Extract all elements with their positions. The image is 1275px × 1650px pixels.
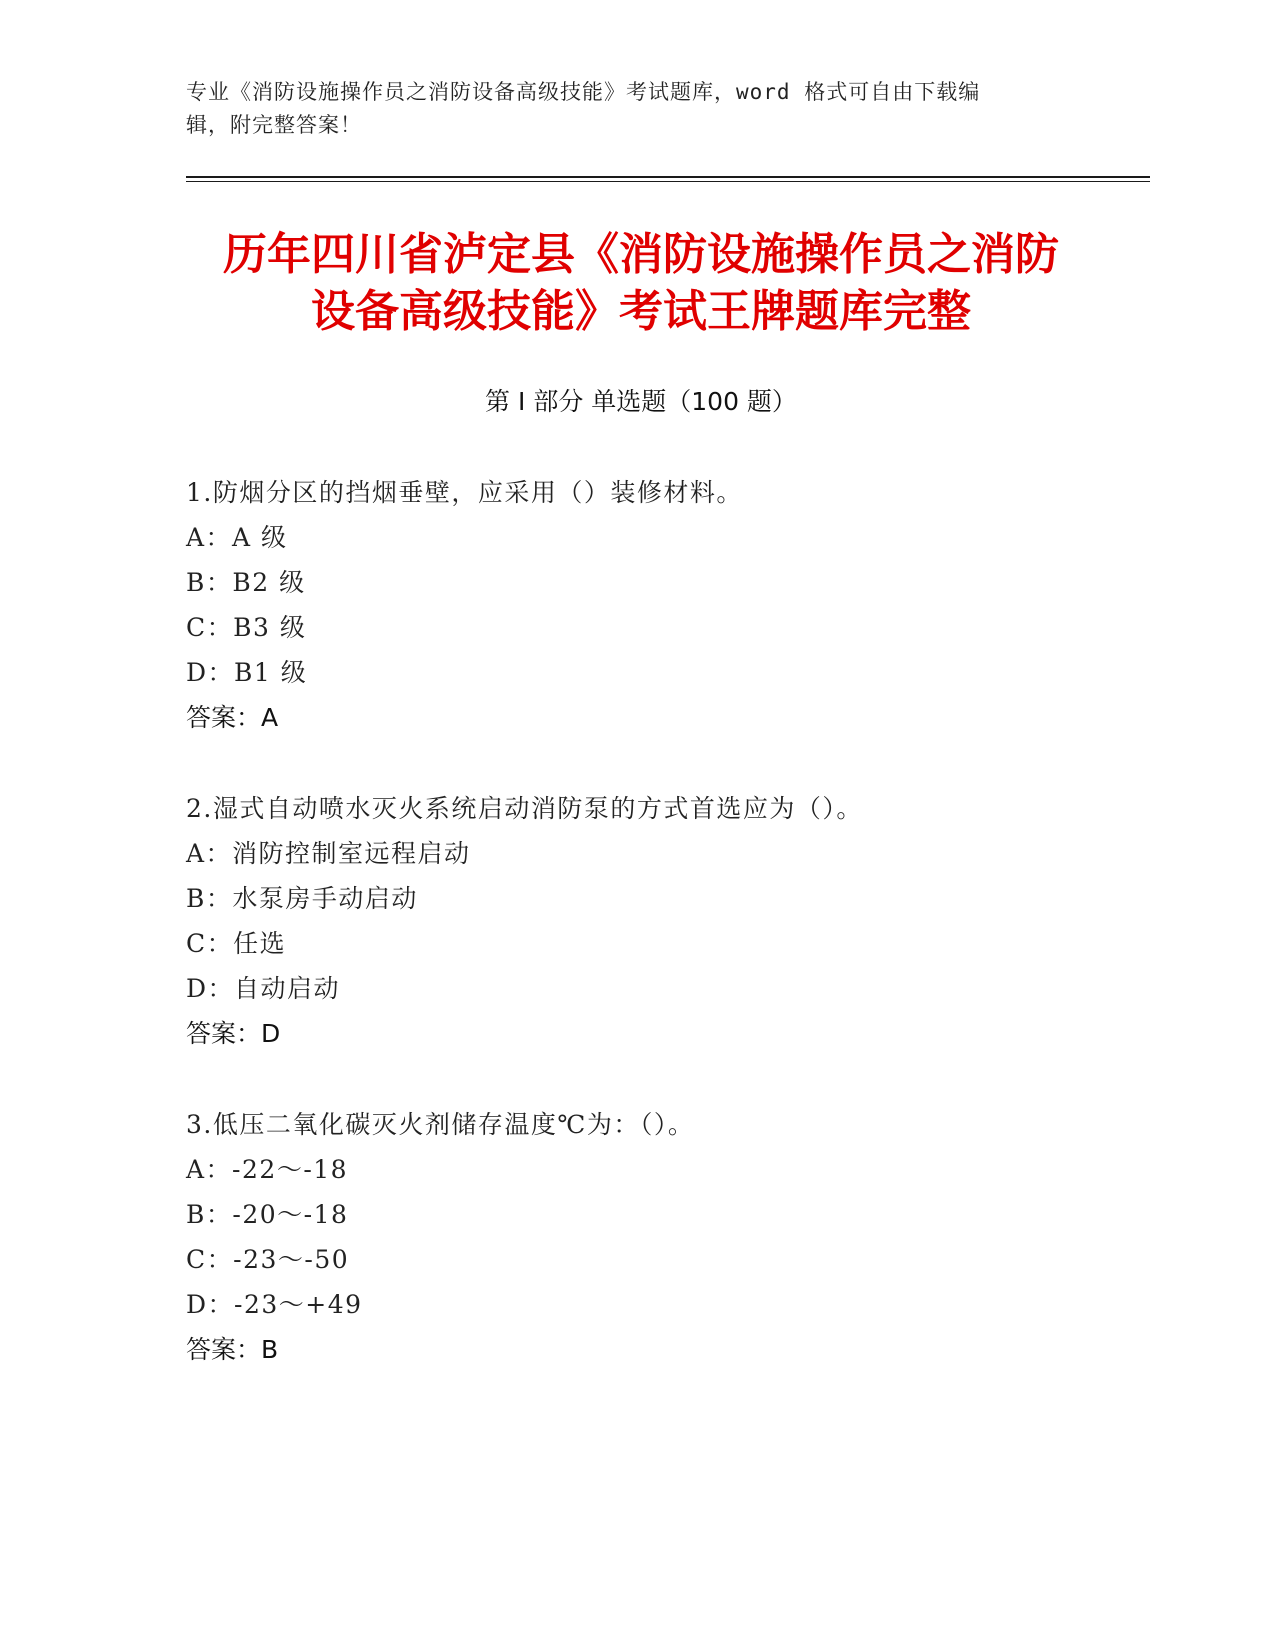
option-a: A：A 级 <box>186 523 288 552</box>
question-stem: 3.低压二氧化碳灭火剂储存温度℃为：（）。 <box>186 1110 695 1139</box>
option-d: D：自动启动 <box>186 974 341 1003</box>
answer: 答案：A <box>186 703 279 732</box>
option-d: D：-23～+49 <box>186 1290 363 1319</box>
question-3 <box>186 1102 1086 1372</box>
answer: 答案：B <box>186 1335 279 1364</box>
option-a: A：-22～-18 <box>186 1155 349 1184</box>
document-title <box>186 226 1096 340</box>
option-c: C：-23～-50 <box>186 1245 350 1274</box>
option-c: C：任选 <box>186 929 287 958</box>
header-divider-thin <box>186 181 1150 182</box>
header-note <box>186 76 1066 142</box>
section-heading: 第 I 部分 单选题（100 题） <box>485 387 797 416</box>
header-divider-thick <box>186 176 1150 178</box>
option-b: B：水泵房手动启动 <box>186 884 418 913</box>
question-stem: 1.防烟分区的挡烟垂壁，应采用（）装修材料。 <box>186 478 743 507</box>
document-title-line-2: 设备高级技能》考试王牌题库完整 <box>311 286 971 337</box>
answer: 答案：D <box>186 1019 281 1048</box>
option-d: D：B1 级 <box>186 658 308 687</box>
header-note-line-2: 辑，附完整答案！ <box>186 113 362 137</box>
question-stem: 2.湿式自动喷水灭火系统启动消防泵的方式首选应为（）。 <box>186 794 863 823</box>
question-2 <box>186 786 1086 1056</box>
option-b: B：B2 级 <box>186 568 306 597</box>
option-b: B：-20～-18 <box>186 1200 349 1229</box>
document-title-line-1: 历年四川省泸定县《消防设施操作员之消防 <box>223 229 1059 280</box>
question-1 <box>186 470 1086 740</box>
option-a: A：消防控制室远程启动 <box>186 839 471 868</box>
header-note-line-1: 专业《消防设施操作员之消防设备高级技能》考试题库，word 格式可自由下载编 <box>186 80 981 104</box>
option-c: C：B3 级 <box>186 613 307 642</box>
